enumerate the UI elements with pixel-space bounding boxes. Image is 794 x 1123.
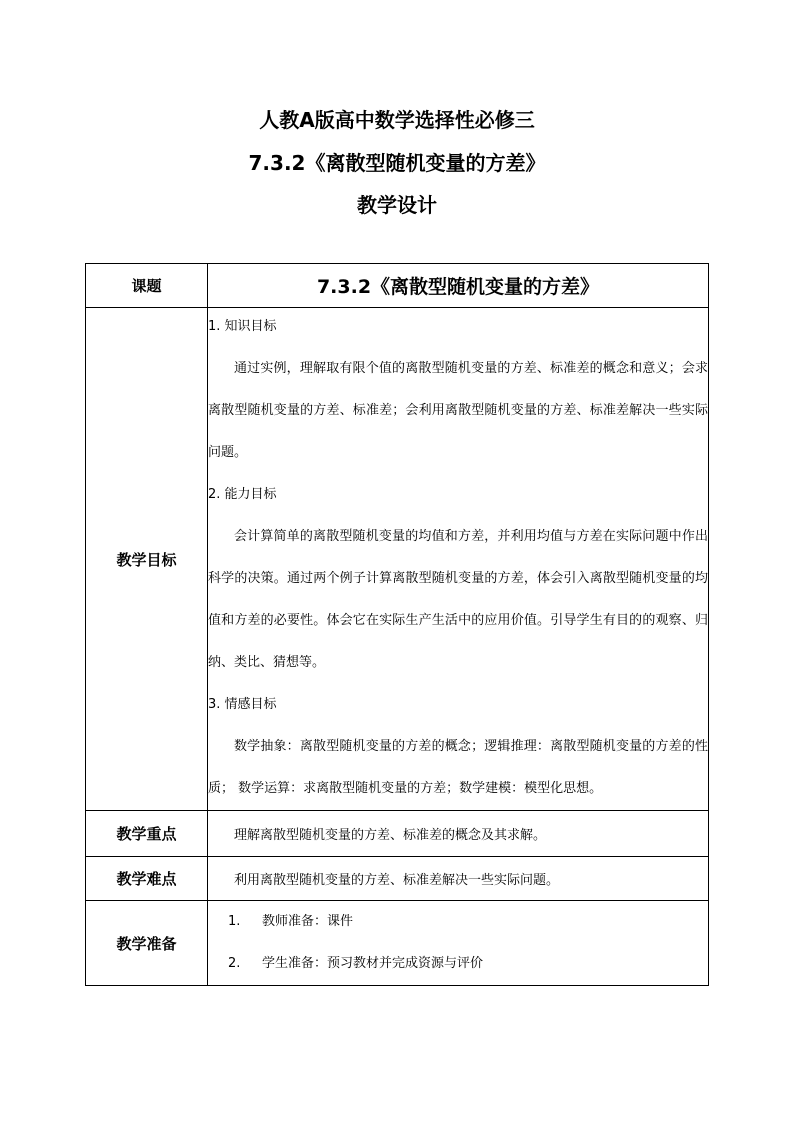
key-points-label: 教学重点 [86,811,208,857]
ability-goal-text: 会计算简单的离散型随机变量的均值和方差，并利用均值与方差在实际问题中作出科学的决策。通过两个例子计算离散型随机变量的方差，体会引入离散型随机变量的均值和方差的必要性。体会它在实际生产生活中的应用价值。引导学生有目的的观察、归纳、类比、猜想等。 [208,529,708,670]
knowledge-goal-text: 通过实例，理解取有限个值的离散型随机变量的方差、标准差的概念和意义；会求离散型随机变量的方差、标准差；会利用离散型随机变量的方差、标准差解决一些实际问题。 [208,361,708,460]
emotion-goal-heading: 3. 情感目标 [208,697,277,712]
emotion-goal-text: 数学抽象：离散型随机变量的方差的概念；逻辑推理：离散型随机变量的方差的性质； 数学运算：求离散型随机变量的方差；数学建模：模型化思想。 [208,739,708,796]
table-row-goals [86,308,709,811]
topic-label: 课题 [86,264,208,308]
key-points-content [208,811,709,857]
preparation-content [208,901,709,986]
table-row-key-points [86,811,709,857]
knowledge-goal-heading: 1. 知识目标 [208,319,277,334]
lesson-title: 7.3.2《离散型随机变量的方差》 [248,151,546,175]
preparation-label: 教学准备 [86,901,208,986]
preparation-list [208,901,708,985]
ability-goal-heading: 2. 能力目标 [208,487,277,502]
topic-value: 7.3.2《离散型随机变量的方差》 [208,264,709,308]
list-item [228,901,708,943]
difficulties-label: 教学难点 [86,857,208,901]
difficulties-value: 利用离散型随机变量的方差、标准差解决一些实际问题。 [234,873,560,888]
course-title: 人教A版高中数学选择性必修三 [259,108,535,132]
list-item [228,943,708,985]
table-row-topic [86,264,709,308]
list-item-number: 1. [228,914,241,929]
document-type-title: 教学设计 [357,193,437,217]
difficulties-content [208,857,709,901]
list-item-number: 2. [228,956,241,971]
key-points-value: 理解离散型随机变量的方差、标准差的概念及其求解。 [234,828,547,843]
lesson-plan-table [85,263,709,986]
goals-content [208,308,709,811]
goals-label: 教学目标 [86,308,208,811]
table-row-difficulties [86,857,709,901]
table-row-preparation [86,901,709,986]
list-item-text: 学生准备：预习教材并完成资源与评价 [262,956,484,971]
list-item-text: 教师准备：课件 [262,914,354,929]
